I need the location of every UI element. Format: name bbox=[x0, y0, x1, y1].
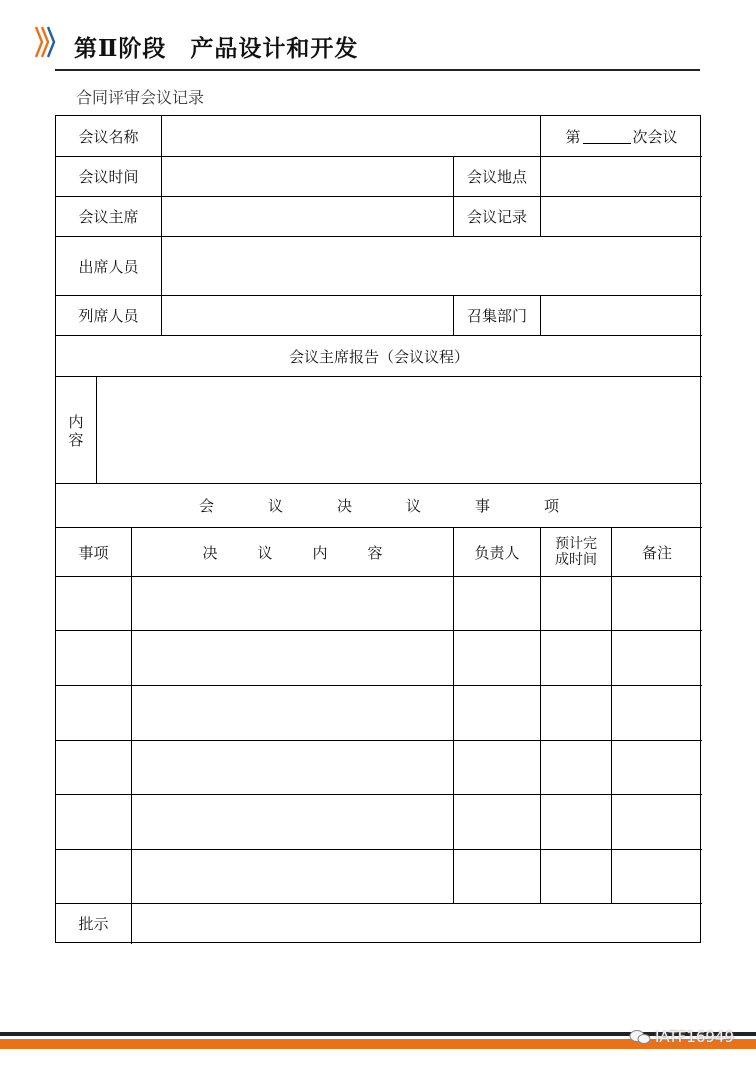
content-label-char-1: 内 bbox=[68, 413, 84, 431]
meeting-chair-label: 会议主席 bbox=[78, 208, 139, 226]
meeting-time-label: 会议时间 bbox=[78, 168, 139, 186]
session-number-blank[interactable] bbox=[583, 129, 631, 144]
resolutions-header-char: 项 bbox=[544, 497, 560, 515]
resolutions-header bbox=[56, 484, 702, 527]
approval-label: 批示 bbox=[78, 915, 109, 933]
content-label bbox=[56, 377, 96, 483]
resolutions-header-char: 事 bbox=[475, 497, 491, 515]
header-divider bbox=[55, 69, 700, 71]
column-header-resolution-char: 议 bbox=[257, 543, 273, 562]
session-suffix: 次会议 bbox=[632, 127, 678, 146]
column-header-resolution-char: 内 bbox=[312, 543, 328, 562]
column-header-resolution-char: 决 bbox=[202, 543, 218, 562]
resolutions-header-char: 议 bbox=[267, 497, 283, 515]
column-header-eta bbox=[541, 528, 611, 576]
convening-dept-label: 召集部门 bbox=[466, 307, 527, 325]
session-prefix: 第 bbox=[565, 127, 581, 146]
table-row[interactable] bbox=[56, 795, 702, 849]
observers-label: 列席人员 bbox=[78, 307, 139, 325]
content-label-char-2: 容 bbox=[68, 431, 84, 449]
meeting-recorder-label: 会议记录 bbox=[466, 208, 527, 226]
observers-field[interactable] bbox=[162, 296, 453, 335]
chevron-logo-icon bbox=[34, 24, 56, 60]
resolutions-header-char: 议 bbox=[406, 497, 422, 515]
table-row[interactable] bbox=[56, 686, 702, 740]
approval-field[interactable] bbox=[132, 904, 702, 943]
chair-report-header: 会议主席报告（会议议程） bbox=[288, 347, 469, 366]
meeting-place-field[interactable] bbox=[541, 157, 702, 196]
session-number-field[interactable] bbox=[541, 116, 702, 156]
table-row[interactable] bbox=[56, 741, 702, 794]
meeting-name-field[interactable] bbox=[162, 116, 540, 156]
column-header-eta-line-2: 成时间 bbox=[555, 552, 597, 568]
column-header-resolution-char: 容 bbox=[367, 543, 383, 562]
column-header-remark: 备注 bbox=[641, 543, 672, 562]
column-header-item: 事项 bbox=[78, 543, 109, 562]
watermark bbox=[629, 1028, 734, 1046]
meeting-record-form bbox=[55, 115, 701, 943]
meeting-name-label: 会议名称 bbox=[78, 127, 139, 146]
column-header-eta-line-1: 预计完 bbox=[555, 536, 597, 552]
attendees-field[interactable] bbox=[162, 237, 702, 295]
table-row[interactable] bbox=[56, 631, 702, 685]
resolutions-header-char: 会 bbox=[198, 497, 214, 515]
column-header-owner: 负责人 bbox=[474, 543, 520, 562]
agenda-content-field[interactable] bbox=[97, 377, 702, 483]
table-row[interactable] bbox=[56, 850, 702, 903]
table-row[interactable] bbox=[56, 577, 702, 630]
wechat-icon bbox=[629, 1029, 651, 1045]
meeting-recorder-field[interactable] bbox=[541, 197, 702, 236]
convening-dept-field[interactable] bbox=[541, 296, 702, 335]
column-header-resolution bbox=[132, 528, 453, 576]
meeting-time-field[interactable] bbox=[162, 157, 453, 196]
attendees-label: 出席人员 bbox=[78, 257, 139, 276]
document-title: 合同评审会议记录 bbox=[76, 88, 205, 107]
meeting-place-label: 会议地点 bbox=[466, 168, 527, 186]
meeting-chair-field[interactable] bbox=[162, 197, 453, 236]
watermark-text: IATF16949 bbox=[654, 1028, 734, 1046]
page-title: 第Ⅱ阶段 产品设计和开发 bbox=[74, 35, 359, 62]
resolutions-header-char: 决 bbox=[336, 497, 352, 515]
